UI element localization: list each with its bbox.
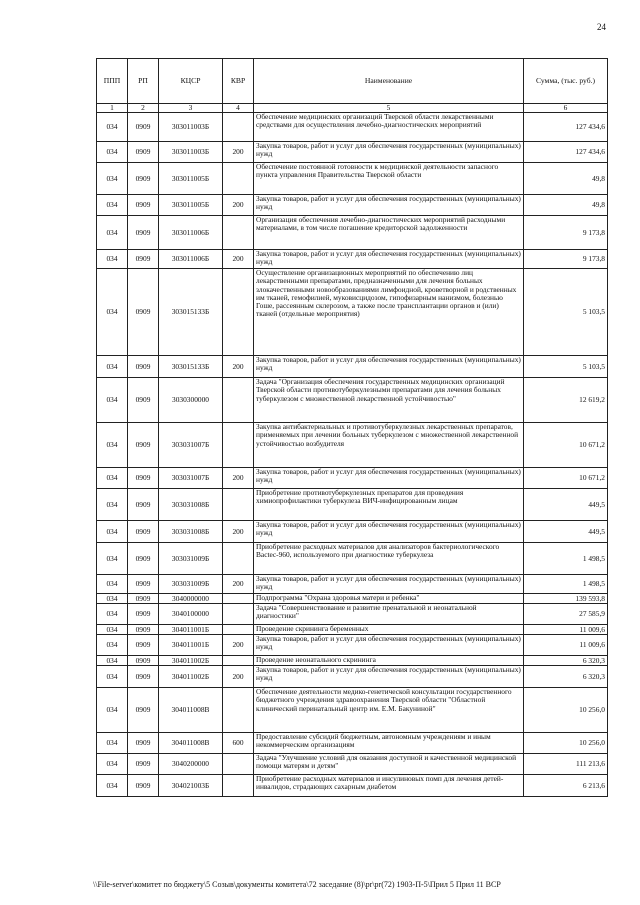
cell-kcsr: 303031009Б	[159, 575, 223, 594]
cell-rp: 0909	[128, 269, 159, 356]
cell-name: Подпрограмма "Охрана здоровья матери и ребенка"	[254, 594, 524, 604]
cell-sum: 111 213,6	[524, 754, 608, 775]
cell-kvr: 200	[223, 666, 254, 688]
table-row	[97, 113, 608, 142]
table-row	[97, 625, 608, 635]
cell-kvr	[223, 775, 254, 797]
cell-rp: 0909	[128, 688, 159, 733]
table-row	[97, 575, 608, 594]
cell-rp: 0909	[128, 356, 159, 378]
cell-rp: 0909	[128, 604, 159, 625]
cell-rp: 0909	[128, 575, 159, 594]
file-path-footer: \\File-server\комитет по бюджету\5 Созыв\документы комитета\72 заседание (8)\pr\pr(72) 1903-П-5\Прил 5 Прил 11 ВСР	[93, 880, 501, 889]
cell-name: Проведение неонатального скрининга	[254, 656, 524, 666]
cell-kvr	[223, 656, 254, 666]
cell-kcsr: 304011001Б	[159, 635, 223, 656]
cell-kcsr: 303011003Б	[159, 142, 223, 163]
cell-kcsr: 303031007Б	[159, 423, 223, 468]
cell-name: Приобретение противотуберкулезных препаратов для проведения химиопрофилактики туберкулеза ВИЧ-инфицированным лицам	[254, 489, 524, 521]
cell-sum: 6 320,3	[524, 666, 608, 688]
cell-name: Задача "Организация обеспечения государственных медицинских организаций Тверской области противотуберкулезными препаратами для лечения больных туберкулезом с множественной лекарственной устойчивостью"	[254, 378, 524, 423]
cell-kcsr: 304011002Б	[159, 656, 223, 666]
header-kcsr: КЦСР	[159, 59, 223, 104]
page-number: 24	[597, 22, 606, 32]
cell-ppp: 034	[97, 543, 128, 575]
cell-sum: 10 671,2	[524, 423, 608, 468]
column-number: 2	[128, 104, 159, 113]
table-row	[97, 489, 608, 521]
cell-ppp: 034	[97, 269, 128, 356]
cell-kcsr: 304011002Б	[159, 666, 223, 688]
cell-kcsr: 3030300000	[159, 378, 223, 423]
cell-kvr	[223, 594, 254, 604]
cell-kvr	[223, 754, 254, 775]
column-number: 6	[524, 104, 608, 113]
cell-name: Обеспечение постоянной готовности к медицинской деятельности запасного пункта управления Правительства Тверской области	[254, 163, 524, 195]
cell-kcsr: 303031008Б	[159, 521, 223, 543]
cell-kvr: 200	[223, 635, 254, 656]
header-ppp: ППП	[97, 59, 128, 104]
cell-sum: 6 320,3	[524, 656, 608, 666]
cell-kcsr: 3040100000	[159, 604, 223, 625]
table-row	[97, 604, 608, 625]
cell-kvr	[223, 688, 254, 733]
cell-kvr	[223, 113, 254, 142]
cell-ppp: 034	[97, 521, 128, 543]
cell-kcsr: 303015133Б	[159, 269, 223, 356]
cell-kvr	[223, 423, 254, 468]
cell-name: Закупка товаров, работ и услуг для обеспечения государственных (муниципальных) нужд	[254, 666, 524, 688]
cell-name: Предоставление субсидий бюджетным, автономным учреждениям и иным некоммерческим организациям	[254, 733, 524, 754]
cell-kcsr: 304011001Б	[159, 625, 223, 635]
header-row	[97, 59, 608, 104]
table-row	[97, 163, 608, 195]
table-row	[97, 356, 608, 378]
cell-sum: 449,5	[524, 489, 608, 521]
table-row	[97, 195, 608, 216]
cell-kvr: 200	[223, 468, 254, 489]
cell-ppp: 034	[97, 594, 128, 604]
cell-ppp: 034	[97, 604, 128, 625]
cell-name: Закупка товаров, работ и услуг для обеспечения государственных (муниципальных) нужд	[254, 142, 524, 163]
cell-rp: 0909	[128, 489, 159, 521]
table-row	[97, 666, 608, 688]
cell-name: Закупка товаров, работ и услуг для обеспечения государственных (муниципальных) нужд	[254, 250, 524, 269]
cell-sum: 9 173,8	[524, 250, 608, 269]
cell-ppp: 034	[97, 625, 128, 635]
cell-name: Осуществление организационных мероприятий по обеспечению лиц лекарственными препаратами, предназначенными для лечения больных злокачественными новообразованиями лимфоидной, кроветворной и родственных им тканей, гемофилией, муковисцидозом, гипофизарным нанизмом, болезнью Гоше, рассеянным склерозом, а также после трансплантации органов и (или) тканей (отдельные мероприятия)	[254, 269, 524, 356]
table-row	[97, 269, 608, 356]
cell-sum: 49,8	[524, 195, 608, 216]
cell-sum: 10 256,0	[524, 688, 608, 733]
cell-kvr	[223, 378, 254, 423]
cell-name: Обеспечение деятельности медико-генетической консультации государственного бюджетного учреждения здравоохранения Тверской области "Областной клинический перинатальный центр им. Е.М. Бакуниной"	[254, 688, 524, 733]
cell-kcsr: 3040000000	[159, 594, 223, 604]
cell-rp: 0909	[128, 733, 159, 754]
cell-rp: 0909	[128, 656, 159, 666]
column-number: 1	[97, 104, 128, 113]
cell-name: Закупка товаров, работ и услуг для обеспечения государственных (муниципальных) нужд	[254, 468, 524, 489]
cell-name: Задача "Совершенствование и развитие пренатальной и неонатальной диагностики"	[254, 604, 524, 625]
table-row	[97, 754, 608, 775]
table-row	[97, 216, 608, 250]
header-sum: Сумма, (тыс. руб.)	[524, 59, 608, 104]
cell-ppp: 034	[97, 733, 128, 754]
table-row	[97, 521, 608, 543]
table-row	[97, 635, 608, 656]
cell-kcsr: 303011006Б	[159, 216, 223, 250]
cell-name: Задача "Улучшение условий для оказания доступной и качественной медицинской помощи матерям и детям"	[254, 754, 524, 775]
cell-sum: 11 009,6	[524, 635, 608, 656]
cell-kvr	[223, 269, 254, 356]
cell-rp: 0909	[128, 163, 159, 195]
cell-kvr: 200	[223, 356, 254, 378]
column-number: 4	[223, 104, 254, 113]
cell-name: Приобретение расходных материалов и инсулиновых помп для лечения детей-инвалидов, страдающих сахарным диабетом	[254, 775, 524, 797]
cell-sum: 49,8	[524, 163, 608, 195]
table-row	[97, 250, 608, 269]
cell-ppp: 034	[97, 142, 128, 163]
cell-name: Закупка товаров, работ и услуг для обеспечения государственных (муниципальных) нужд	[254, 575, 524, 594]
cell-name: Закупка товаров, работ и услуг для обеспечения государственных (муниципальных) нужд	[254, 195, 524, 216]
cell-kcsr: 304011008В	[159, 733, 223, 754]
cell-rp: 0909	[128, 250, 159, 269]
cell-kvr	[223, 543, 254, 575]
cell-sum: 11 009,6	[524, 625, 608, 635]
cell-ppp: 034	[97, 489, 128, 521]
cell-kcsr: 303011006Б	[159, 250, 223, 269]
cell-ppp: 034	[97, 163, 128, 195]
header-name: Наименование	[254, 59, 524, 104]
cell-rp: 0909	[128, 594, 159, 604]
column-number: 3	[159, 104, 223, 113]
table-row	[97, 775, 608, 797]
cell-sum: 5 103,5	[524, 269, 608, 356]
cell-ppp: 034	[97, 216, 128, 250]
cell-kvr: 200	[223, 521, 254, 543]
cell-kvr	[223, 216, 254, 250]
column-number: 5	[254, 104, 524, 113]
cell-kvr: 200	[223, 250, 254, 269]
cell-name: Закупка товаров, работ и услуг для обеспечения государственных (муниципальных) нужд	[254, 356, 524, 378]
cell-rp: 0909	[128, 423, 159, 468]
cell-kvr	[223, 489, 254, 521]
cell-ppp: 034	[97, 250, 128, 269]
cell-ppp: 034	[97, 688, 128, 733]
table-row	[97, 594, 608, 604]
cell-sum: 139 593,8	[524, 594, 608, 604]
cell-kcsr: 304021003Б	[159, 775, 223, 797]
cell-name: Закупка товаров, работ и услуг для обеспечения государственных (муниципальных) нужд	[254, 521, 524, 543]
table-row	[97, 656, 608, 666]
cell-sum: 6 213,6	[524, 775, 608, 797]
cell-sum: 27 585,9	[524, 604, 608, 625]
cell-sum: 12 619,2	[524, 378, 608, 423]
cell-name: Закупка антибактериальных и противотуберкулезных лекарственных препаратов, применяемых при лечении больных туберкулезом с множественной лекарственной устойчивостью возбудителя	[254, 423, 524, 468]
cell-ppp: 034	[97, 195, 128, 216]
cell-rp: 0909	[128, 754, 159, 775]
cell-sum: 10 256,0	[524, 733, 608, 754]
cell-kcsr: 303011005Б	[159, 195, 223, 216]
table-row	[97, 733, 608, 754]
cell-ppp: 034	[97, 754, 128, 775]
table-row	[97, 543, 608, 575]
cell-kcsr: 303031009Б	[159, 543, 223, 575]
cell-rp: 0909	[128, 378, 159, 423]
cell-rp: 0909	[128, 216, 159, 250]
cell-kvr: 200	[223, 142, 254, 163]
cell-kcsr: 304011008В	[159, 688, 223, 733]
cell-rp: 0909	[128, 543, 159, 575]
cell-ppp: 034	[97, 378, 128, 423]
cell-ppp: 034	[97, 775, 128, 797]
cell-ppp: 034	[97, 356, 128, 378]
cell-rp: 0909	[128, 468, 159, 489]
cell-kcsr: 303011005Б	[159, 163, 223, 195]
cell-kvr	[223, 625, 254, 635]
cell-rp: 0909	[128, 635, 159, 656]
cell-rp: 0909	[128, 775, 159, 797]
cell-sum: 127 434,6	[524, 113, 608, 142]
cell-kvr	[223, 604, 254, 625]
cell-sum: 127 434,6	[524, 142, 608, 163]
cell-kvr: 200	[223, 195, 254, 216]
cell-sum: 1 498,5	[524, 575, 608, 594]
budget-table	[96, 58, 608, 797]
header-rp: РП	[128, 59, 159, 104]
table-row	[97, 423, 608, 468]
cell-ppp: 034	[97, 635, 128, 656]
cell-sum: 9 173,8	[524, 216, 608, 250]
cell-kcsr: 303031007Б	[159, 468, 223, 489]
table-row	[97, 378, 608, 423]
cell-rp: 0909	[128, 521, 159, 543]
cell-sum: 1 498,5	[524, 543, 608, 575]
cell-ppp: 034	[97, 666, 128, 688]
cell-ppp: 034	[97, 468, 128, 489]
cell-ppp: 034	[97, 656, 128, 666]
cell-rp: 0909	[128, 666, 159, 688]
cell-ppp: 034	[97, 113, 128, 142]
header-kvr: КВР	[223, 59, 254, 104]
cell-kcsr: 3040200000	[159, 754, 223, 775]
cell-ppp: 034	[97, 423, 128, 468]
table-row	[97, 142, 608, 163]
cell-name: Приобретение расходных материалов для анализаторов бактериологического Bactec-960, используемого при диагностике туберкулеза	[254, 543, 524, 575]
table-row	[97, 468, 608, 489]
cell-kcsr: 303011003Б	[159, 113, 223, 142]
cell-kvr: 200	[223, 575, 254, 594]
cell-name: Обеспечение медицинских организаций Тверской области лекарственными средствами для осуществления лечебно-диагностических мероприятий	[254, 113, 524, 142]
table-row	[97, 688, 608, 733]
cell-sum: 449,5	[524, 521, 608, 543]
cell-kvr	[223, 163, 254, 195]
cell-ppp: 034	[97, 575, 128, 594]
cell-rp: 0909	[128, 142, 159, 163]
cell-rp: 0909	[128, 625, 159, 635]
cell-kvr: 600	[223, 733, 254, 754]
cell-name: Закупка товаров, работ и услуг для обеспечения государственных (муниципальных) нужд	[254, 635, 524, 656]
cell-name: Организация обеспечения лечебно-диагностических мероприятий расходными материалами, в том числе погашение кредиторской задолженности	[254, 216, 524, 250]
cell-name: Проведение скрининга беременных	[254, 625, 524, 635]
cell-kcsr: 303031008Б	[159, 489, 223, 521]
cell-sum: 10 671,2	[524, 468, 608, 489]
cell-sum: 5 103,5	[524, 356, 608, 378]
cell-rp: 0909	[128, 113, 159, 142]
cell-rp: 0909	[128, 195, 159, 216]
cell-kcsr: 303015133Б	[159, 356, 223, 378]
